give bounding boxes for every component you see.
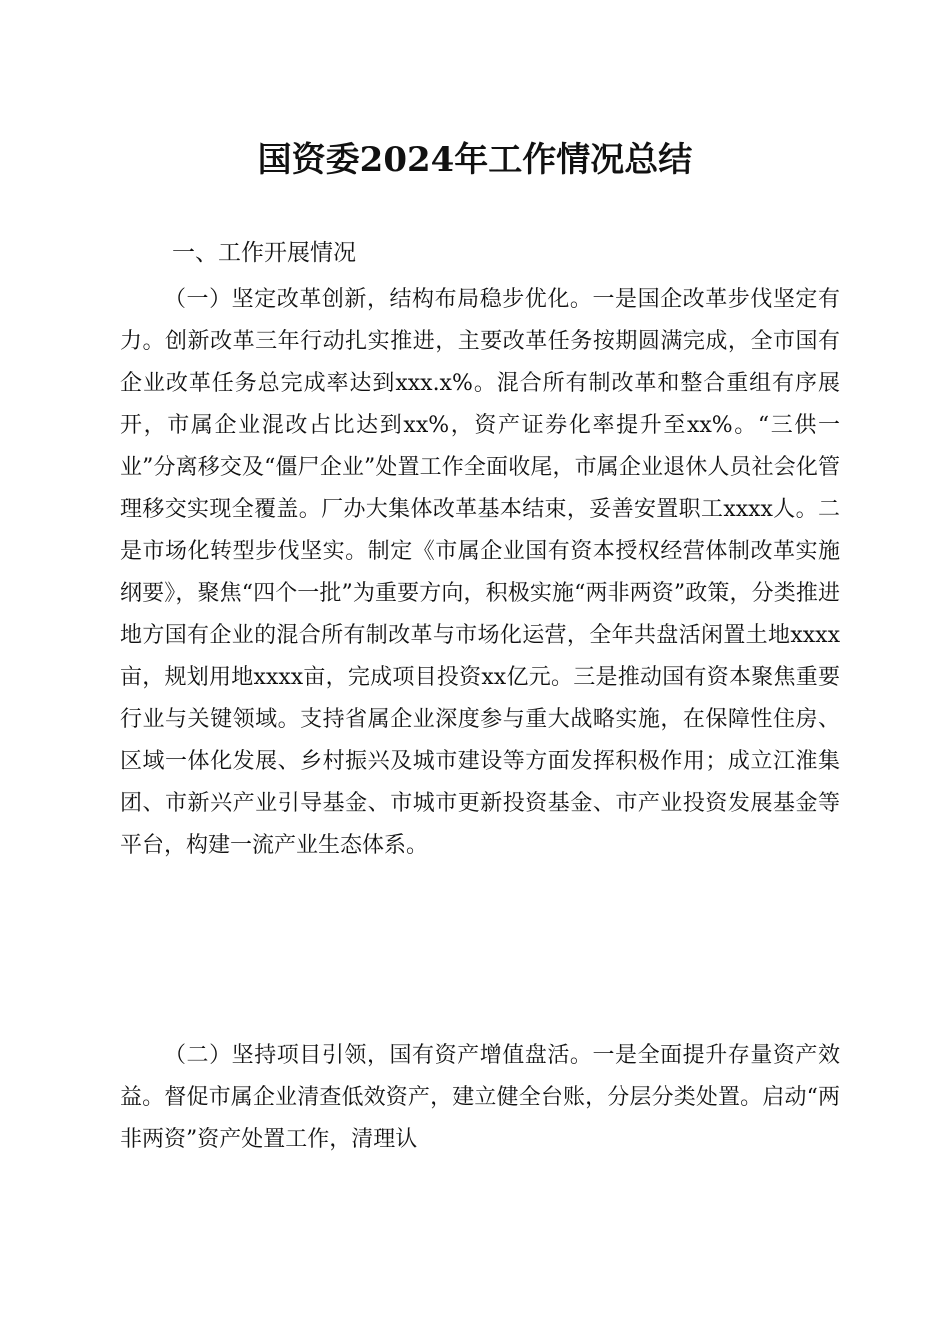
paragraph-subheading: （一）坚定改革创新，结构布局稳步优化。 — [164, 287, 593, 312]
paragraph-subheading: （二）坚持项目引领，国有资产增值盘活。 — [164, 1043, 593, 1068]
document-title: 国资委2024年工作情况总结 — [257, 140, 693, 180]
paragraph-reform-innovation — [120, 279, 840, 867]
paragraph-body: 一是国企改革步伐坚定有力。创新改革三年行动扎实推进，主要改革任务按期圆满完成，全市国有企业改革任务总完成率达到xxx.x%。混合所有制改革和整合重组有序展开，市属企业混改占比达到xx%，资产证券化率提升至xx%。“三供一业”分离移交及“僵尸企业”处置工作全面收尾，市属企业退休人员社会化管理移交实现全覆盖。厂办大集体改革基本结束，妥善安置职工xxxx人。二是市场化转型步伐坚实。制定《市属企业国有资本授权经营体制改革实施纲要》，聚焦“四个一批”为重要方向，积极实施“两非两资”政策，分类推进地方国有企业的混合所有制改革与市场化运营，全年共盘活闲置土地xxxx亩，规划用地xxxx亩，完成项目投资xx亿元。三是推动国有资本聚焦重要行业与关键领域。支持省属企业深度参与重大战略实施，在保障性住房、区域一体化发展、乡村振兴及城市建设等方面发挥积极作用；成立江淮集团、市新兴产业引导基金、市城市更新投资基金、市产业投资发展基金等平台，构建一流产业生态体系。 — [120, 287, 840, 858]
paragraph-body: 一是全面提升存量资产效益。督促市属企业清查低效资产，建立健全台账，分层分类处置。启动“两非两资”资产处置工作，清理认 — [120, 1043, 840, 1152]
section-heading-work-progress: 一、工作开展情况 — [172, 240, 356, 266]
paragraph-project-leading — [120, 1035, 840, 1161]
